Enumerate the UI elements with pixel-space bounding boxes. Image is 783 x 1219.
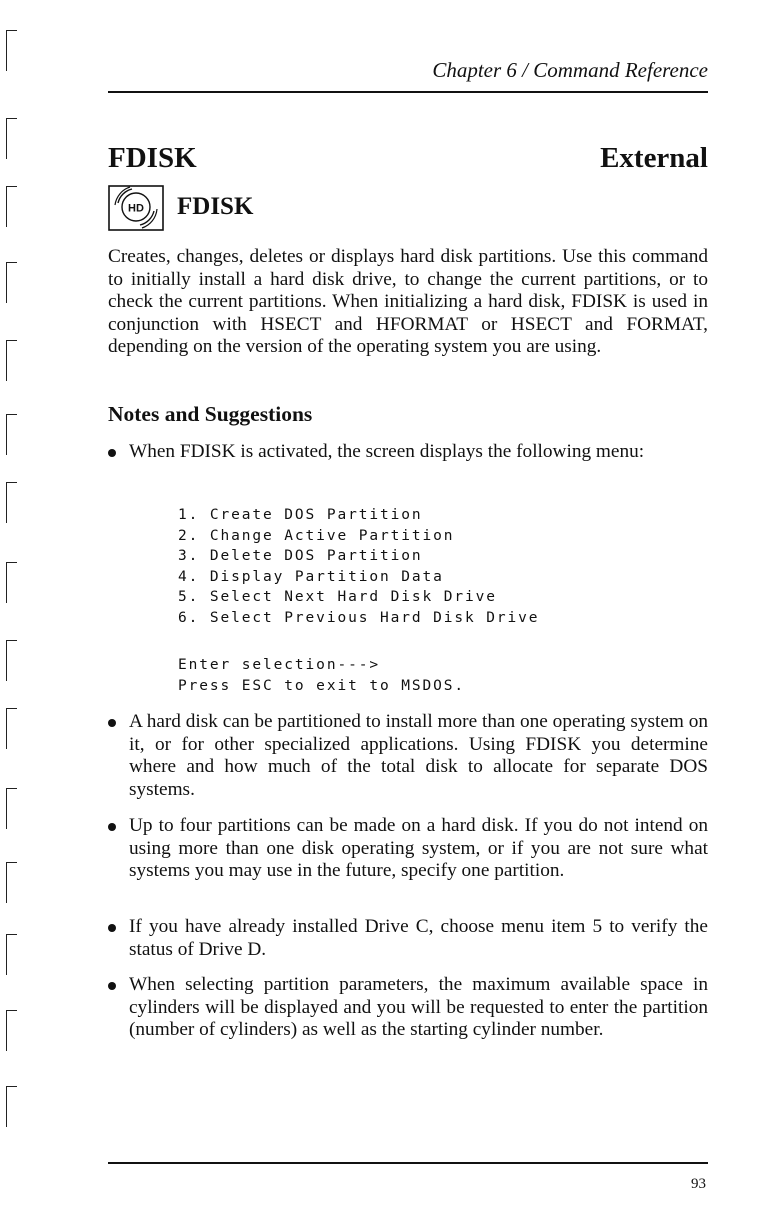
bullet-icon [108,982,116,990]
command-type: External [600,142,708,174]
binding-mark [6,640,17,681]
menu-option: 4. Display Partition Data [178,568,444,585]
menu-option: 3. Delete DOS Partition [178,548,423,564]
list-item [108,815,708,883]
fdisk-prompts [178,655,465,697]
binding-marks [6,30,20,1150]
bullet-icon [108,449,116,457]
list-item [108,711,708,801]
list-item-text: Up to four partitions can be made on a hard disk. If you do not intend on using more than one disk operating system, or if you are not sure what systems you may use in the future, specify one partition. [129,815,708,881]
binding-mark [6,1086,17,1127]
subtitle: FDISK [177,193,254,220]
bullet-icon [108,823,116,831]
binding-mark [6,934,17,975]
binding-mark [6,788,17,829]
command-title-row [108,142,708,182]
binding-mark [6,30,17,71]
menu-option: 2. Change Active Partition [178,527,455,544]
exit-prompt: Press ESC to exit to MSDOS. [178,678,466,694]
list-item-text: When selecting partition parameters, the maximum available space in cylinders will be displayed and you will be requested to enter the partition (number of cylinders) as well as the starting cylinder number. [129,974,708,1040]
list-item [108,441,708,464]
list-item [108,974,708,1042]
notes-heading: Notes and Suggestions [108,402,313,426]
binding-mark [6,186,17,227]
binding-mark [6,562,17,603]
list-item [108,916,708,961]
command-name: FDISK [108,142,197,174]
hd-icon-label: HD [128,202,144,215]
header-rule [108,91,708,93]
list-item-text: When FDISK is activated, the screen displays the following menu: [129,441,645,462]
binding-mark [6,482,17,523]
binding-mark [6,414,17,455]
menu-option: 1. Create DOS Partition [178,507,423,523]
running-header: Chapter 6 / Command Reference [432,58,708,82]
fdisk-menu [178,505,539,628]
menu-option: 6. Select Previous Hard Disk Drive [178,609,540,626]
binding-mark [6,118,17,159]
intro-paragraph: Creates, changes, deletes or displays hard disk partitions. Use this command to initially install a hard disk drive, to change the current partitions, or to check the current partitions. When initializing a hard disk, FDISK is used in conjunction with HSECT and HFORMAT or HSECT and FORMAT, depending on the version of the operating system you are using. [108,246,708,357]
list-item-text: If you have already installed Drive C, choose menu item 5 to verify the status of Drive D. [129,916,708,960]
bullet-icon [108,924,116,932]
footer-rule [108,1162,708,1164]
selection-prompt: Enter selection---> [178,657,380,673]
binding-mark [6,340,17,381]
menu-option: 5. Select Next Hard Disk Drive [178,589,497,605]
bullet-icon [108,719,116,727]
page-number: 93 [691,1176,706,1192]
binding-mark [6,862,17,903]
binding-mark [6,708,17,749]
binding-mark [6,1010,17,1051]
list-item-text: A hard disk can be partitioned to install more than one operating system on it, or for other specialized applications. Using FDISK you determine where and how much of the total disk to allocate for separate DOS systems. [129,711,708,800]
binding-mark [6,262,17,303]
hard-disk-icon [108,185,164,231]
